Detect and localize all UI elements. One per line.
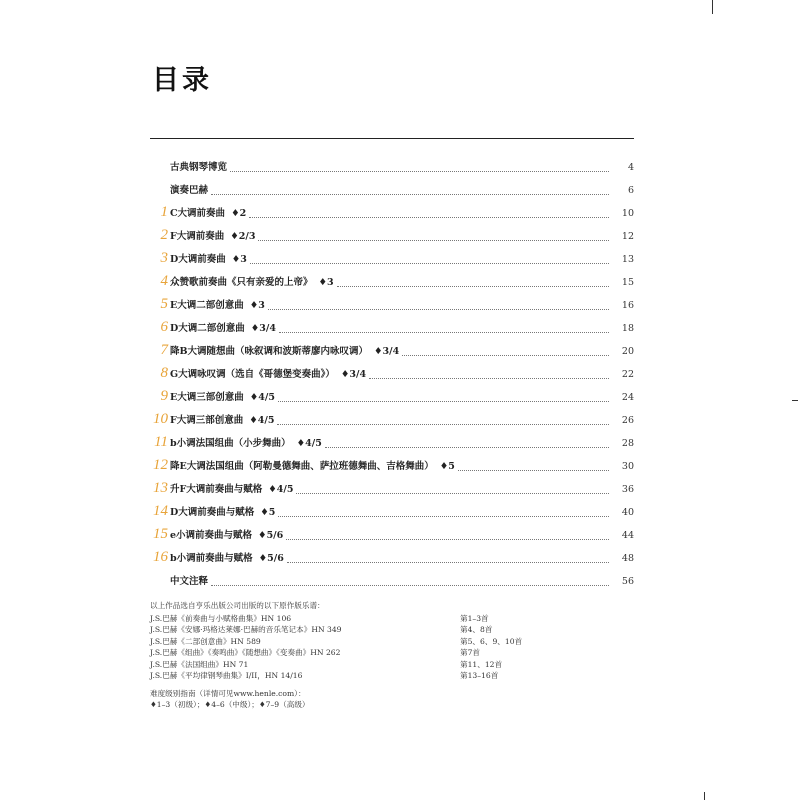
entry-number: 8 [160, 365, 168, 381]
dot-leader [286, 538, 609, 540]
source-pieces: 第11、12首 [460, 659, 503, 669]
page-number: 18 [621, 323, 634, 334]
page-number: 30 [621, 461, 634, 472]
crop-mark [792, 400, 798, 401]
toc-entry[interactable] [144, 565, 634, 588]
entry-number: 1 [160, 204, 168, 220]
page-number: 10 [621, 208, 634, 219]
page-title: 目录 [152, 65, 212, 96]
dot-leader [249, 216, 609, 218]
dot-leader [278, 400, 609, 402]
toc-entry[interactable] [144, 197, 634, 220]
source-title: J.S.巴赫《法国组曲》HN 71 [150, 659, 249, 669]
sources-heading: 以上作品选自亨乐出版公司出版的以下原作版乐谱： [150, 601, 325, 610]
toc-entry[interactable] [144, 335, 634, 358]
page-number: 13 [621, 254, 634, 265]
toc-entry[interactable] [144, 151, 634, 174]
dot-leader [277, 423, 609, 425]
difficulty-level: ♦4/5 [249, 392, 275, 403]
dot-leader [287, 561, 609, 563]
entry-title: b小调法国组曲（小步舞曲） [170, 438, 291, 449]
dot-leader [278, 515, 609, 517]
entry-number: 15 [153, 526, 168, 542]
entry-title: 降E大调法国组曲（阿勒曼德舞曲、萨拉班德舞曲、吉格舞曲） [170, 461, 434, 472]
entry-number: 3 [160, 250, 168, 266]
dot-leader [325, 446, 609, 448]
page-number: 20 [621, 346, 634, 357]
entry-number: 6 [160, 319, 168, 335]
dot-leader [211, 584, 609, 586]
source-title: J.S.巴赫《前奏曲与小赋格曲集》HN 106 [150, 613, 292, 623]
source-pieces: 第4、8首 [460, 625, 493, 634]
difficulty-level: ♦5 [439, 461, 455, 472]
page-number: 4 [627, 162, 634, 173]
entry-title: E大调二部创意曲 [170, 300, 244, 311]
entry-title: E大调三部创意曲 [170, 392, 244, 403]
source-item [150, 659, 570, 671]
entry-title: 演奏巴赫 [170, 185, 209, 196]
entry-title: 中文注释 [170, 576, 209, 587]
difficulty-scale: ♦1–3（初级）；♦4–6（中级）；♦7–9（高级） [150, 700, 310, 709]
difficulty-level: ♦2/3 [230, 231, 256, 242]
entry-number: 16 [153, 549, 168, 565]
entry-number: 11 [154, 434, 168, 450]
dot-leader [402, 354, 609, 356]
crop-mark [704, 792, 705, 800]
entry-number: 5 [160, 296, 168, 312]
entry-title: D大调二部创意曲 [170, 323, 245, 334]
difficulty-level: ♦3 [318, 277, 334, 288]
source-pieces: 第1–3首 [460, 613, 489, 623]
entry-number: 7 [160, 342, 168, 358]
entry-title: D大调前奏曲 [170, 254, 226, 265]
entry-title: 众赞歌前奏曲《只有亲爱的上帝》 [170, 277, 313, 288]
source-pieces: 第13–16首 [460, 671, 499, 680]
dot-leader [369, 377, 609, 379]
page-number: 22 [621, 369, 634, 380]
difficulty-level: ♦5/6 [258, 530, 284, 541]
difficulty-level: ♦3/4 [250, 323, 276, 334]
source-pieces: 第7首 [460, 648, 481, 657]
source-title: J.S.巴赫《二部创意曲》HN 589 [150, 636, 261, 646]
page-number: 40 [621, 507, 634, 518]
entry-title: F大调三部创意曲 [170, 415, 244, 426]
difficulty-level: ♦4/5 [268, 484, 294, 495]
entry-number: 2 [160, 227, 168, 243]
sources-list [150, 613, 570, 682]
page-number: 28 [621, 438, 634, 449]
difficulty-level: ♦4/5 [296, 438, 322, 449]
toc-entry[interactable] [144, 404, 634, 427]
entry-title: F大调前奏曲 [170, 231, 225, 242]
dot-leader [296, 492, 609, 494]
toc-entry[interactable] [144, 289, 634, 312]
dot-leader [337, 285, 609, 287]
source-title: J.S.巴赫《安娜·玛格达莱娜·巴赫的音乐笔记本》HN 349 [150, 625, 342, 634]
difficulty-level: ♦5/6 [258, 553, 284, 564]
toc-entry[interactable] [144, 174, 634, 197]
entry-number: 12 [153, 457, 168, 473]
source-item [150, 613, 570, 625]
entry-title: D大调前奏曲与赋格 [170, 507, 255, 518]
toc-entry[interactable] [144, 220, 634, 243]
entry-title: 降B大调随想曲（咏叙调和波斯蒂廖内咏叹调） [170, 346, 369, 357]
difficulty-level: ♦3/4 [374, 346, 400, 357]
entry-title: C大调前奏曲 [170, 208, 226, 219]
page-number: 44 [621, 530, 634, 541]
difficulty-level: ♦3 [231, 254, 247, 265]
entry-title: 升F大调前奏曲与赋格 [170, 484, 263, 495]
entry-title: e小调前奏曲与赋格 [170, 530, 253, 541]
entry-number: 10 [153, 411, 168, 427]
difficulty-level: ♦3/4 [340, 369, 367, 380]
toc-entry[interactable] [144, 243, 634, 266]
page-number: 15 [621, 277, 634, 288]
toc-entry[interactable] [144, 427, 634, 450]
toc-entry[interactable] [144, 542, 634, 565]
toc-entry[interactable] [144, 450, 634, 473]
toc-entry[interactable] [144, 381, 634, 404]
page-number: 56 [621, 576, 634, 587]
source-item [150, 636, 570, 648]
toc-entry[interactable] [144, 496, 634, 519]
entry-number: 13 [153, 480, 168, 496]
dot-leader [258, 239, 609, 241]
entry-number: 9 [160, 388, 168, 404]
toc-entry[interactable] [144, 266, 634, 289]
source-title: J.S.巴赫《平均律钢琴曲集》I/II，HN 14/16 [150, 671, 303, 680]
entry-number: 14 [153, 503, 168, 519]
page-number: 48 [621, 553, 634, 564]
source-pieces: 第5、6、9、10首 [460, 636, 523, 646]
source-item [150, 624, 570, 636]
toc-entry[interactable] [144, 358, 634, 381]
dot-leader [230, 170, 609, 172]
dot-leader [250, 262, 609, 264]
entry-title: 古典钢琴博览 [170, 162, 228, 173]
toc-entry[interactable] [144, 519, 634, 542]
dot-leader [211, 193, 609, 195]
entry-title: b小调前奏曲与赋格 [170, 553, 253, 564]
difficulty-heading: 难度级别指南（详情可见www.henle.com）： [150, 688, 306, 698]
source-title: J.S.巴赫《组曲》《奏鸣曲》《随想曲》《变奏曲》HN 262 [150, 648, 341, 657]
page-number: 6 [627, 185, 634, 196]
page-number: 36 [621, 484, 634, 495]
entry-number: 4 [160, 273, 168, 289]
page-number: 24 [621, 392, 634, 403]
source-item [150, 647, 570, 659]
difficulty-level: ♦5 [260, 507, 276, 518]
toc-entry[interactable] [144, 312, 634, 335]
page-number: 16 [621, 300, 634, 311]
source-item [150, 670, 570, 682]
difficulty-level: ♦3 [249, 300, 265, 311]
difficulty-level: ♦2 [231, 208, 247, 219]
page-number: 12 [621, 231, 634, 242]
entry-title: G大调咏叹调（选自《哥德堡变奏曲》） [170, 369, 335, 380]
difficulty-level: ♦4/5 [249, 415, 275, 426]
dot-leader [268, 308, 609, 310]
table-of-contents [144, 151, 634, 588]
dot-leader [279, 331, 609, 333]
dot-leader [458, 469, 609, 471]
page-number: 26 [621, 415, 634, 426]
title-divider [150, 138, 634, 139]
crop-mark [712, 0, 713, 14]
source-notes [150, 600, 570, 711]
toc-entry[interactable] [144, 473, 634, 496]
